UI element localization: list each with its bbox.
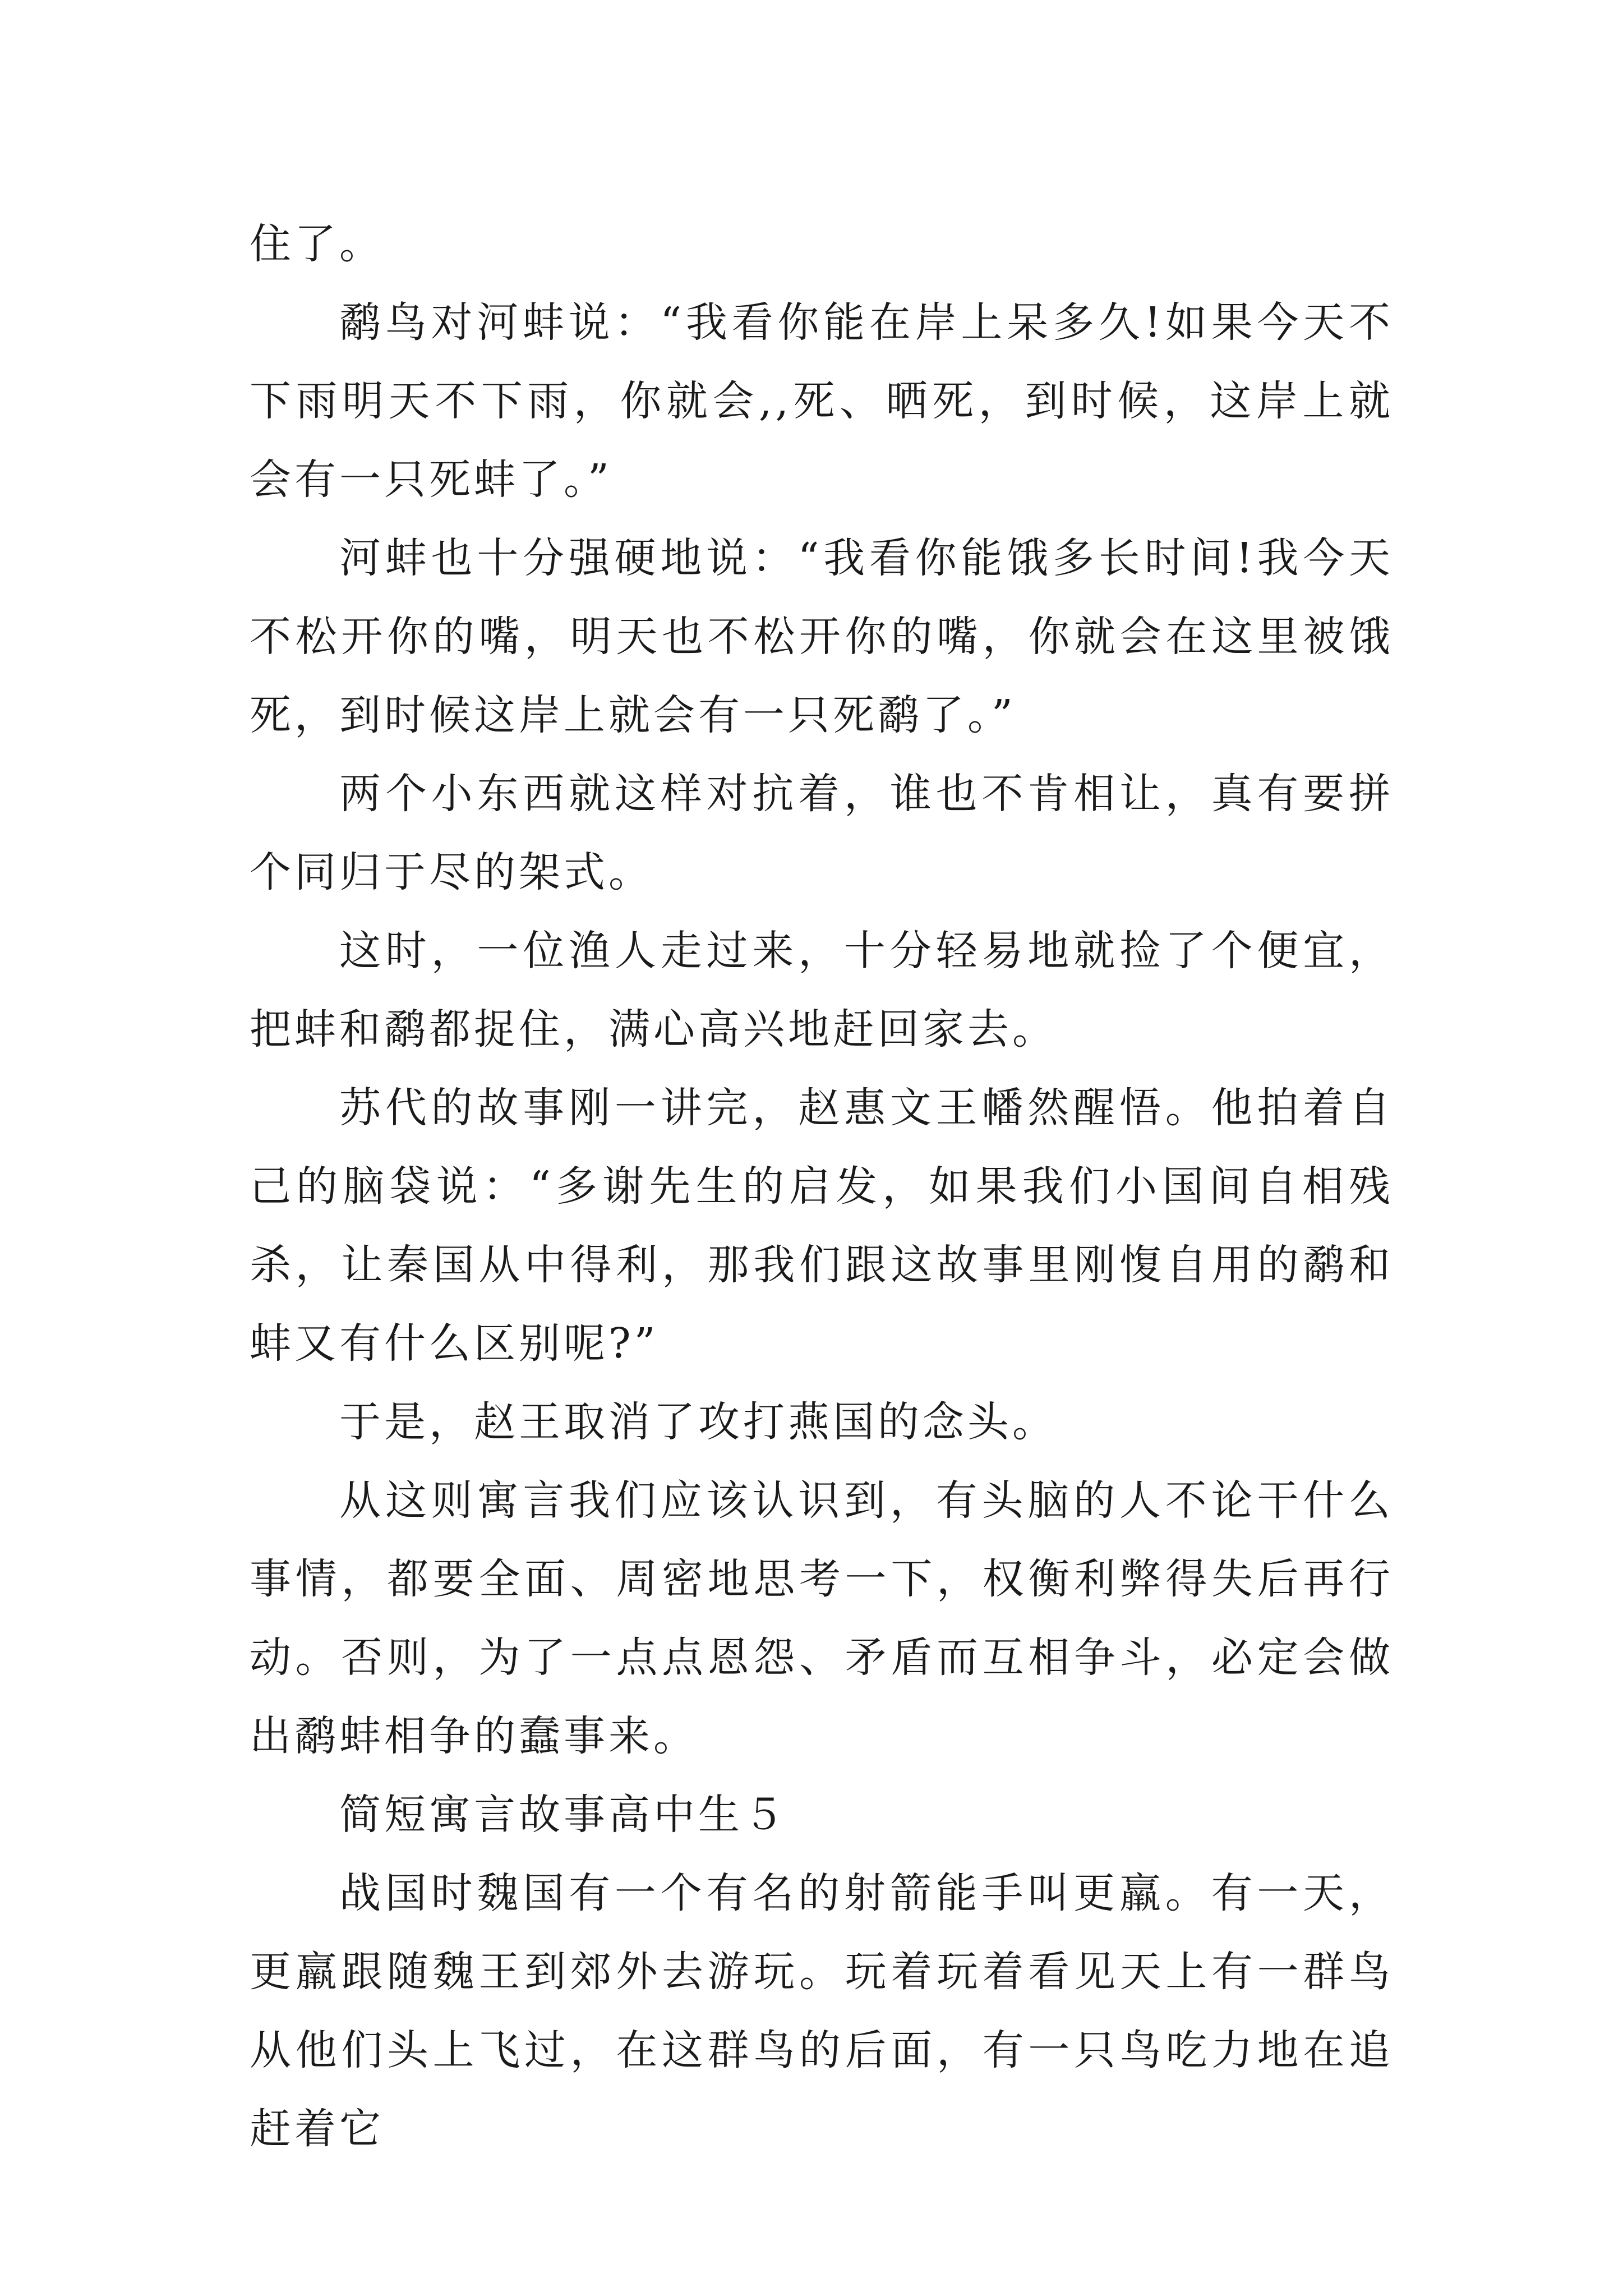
paragraph-4: 两个小东西就这样对抗着，谁也不肯相让，真有要拼个同归于尽的架式。 xyxy=(250,770,1394,896)
document-body xyxy=(250,205,1394,2168)
paragraph-9: 战国时魏国有一个有名的射箭能手叫更羸。有一天，更羸跟随魏王到郊外去游玩。玩着玩着看见天上有一群鸟从他们头上飞过，在这群鸟的后面，有一只鸟吃力地在追赶着它 xyxy=(250,1869,1394,2153)
paragraph-5: 这时，一位渔人走过来，十分轻易地就捡了个便宜，把蚌和鹬都捉住，满心高兴地赶回家去。 xyxy=(250,927,1394,1053)
paragraph-6: 苏代的故事刚一讲完，赵惠文王幡然醒悟。他拍着自己的脑袋说：“多谢先生的启发，如果我们小国间自相残杀，让秦国从中得利，那我们跟这故事里刚愎自用的鹬和蚌又有什么区别呢?” xyxy=(250,1084,1394,1368)
paragraph-7: 于是，赵王取消了攻打燕国的念头。 xyxy=(339,1398,1057,1446)
paragraph-8: 从这则寓言我们应该认识到，有头脑的人不论干什么事情，都要全面、周密地思考一下，权衡利弊得失后再行动。否则，为了一点点恩怨、矛盾而互相争斗，必定会做出鹬蚌相争的蠢事来。 xyxy=(250,1476,1394,1760)
paragraph-1: 住了。 xyxy=(250,220,384,268)
section-heading: 简短寓言故事高中生５ xyxy=(339,1791,788,1839)
paragraph-3: 河蚌也十分强硬地说：“我看你能饿多长时间!我今天不松开你的嘴，明天也不松开你的嘴，你就会在这里被饿死，到时候这岸上就会有一只死鹬了。” xyxy=(250,534,1394,739)
paragraph-2: 鹬鸟对河蚌说：“我看你能在岸上呆多久!如果今天不下雨明天不下雨，你就会,,死、晒死，到时候，这岸上就会有一只死蚌了。” xyxy=(250,298,1394,504)
